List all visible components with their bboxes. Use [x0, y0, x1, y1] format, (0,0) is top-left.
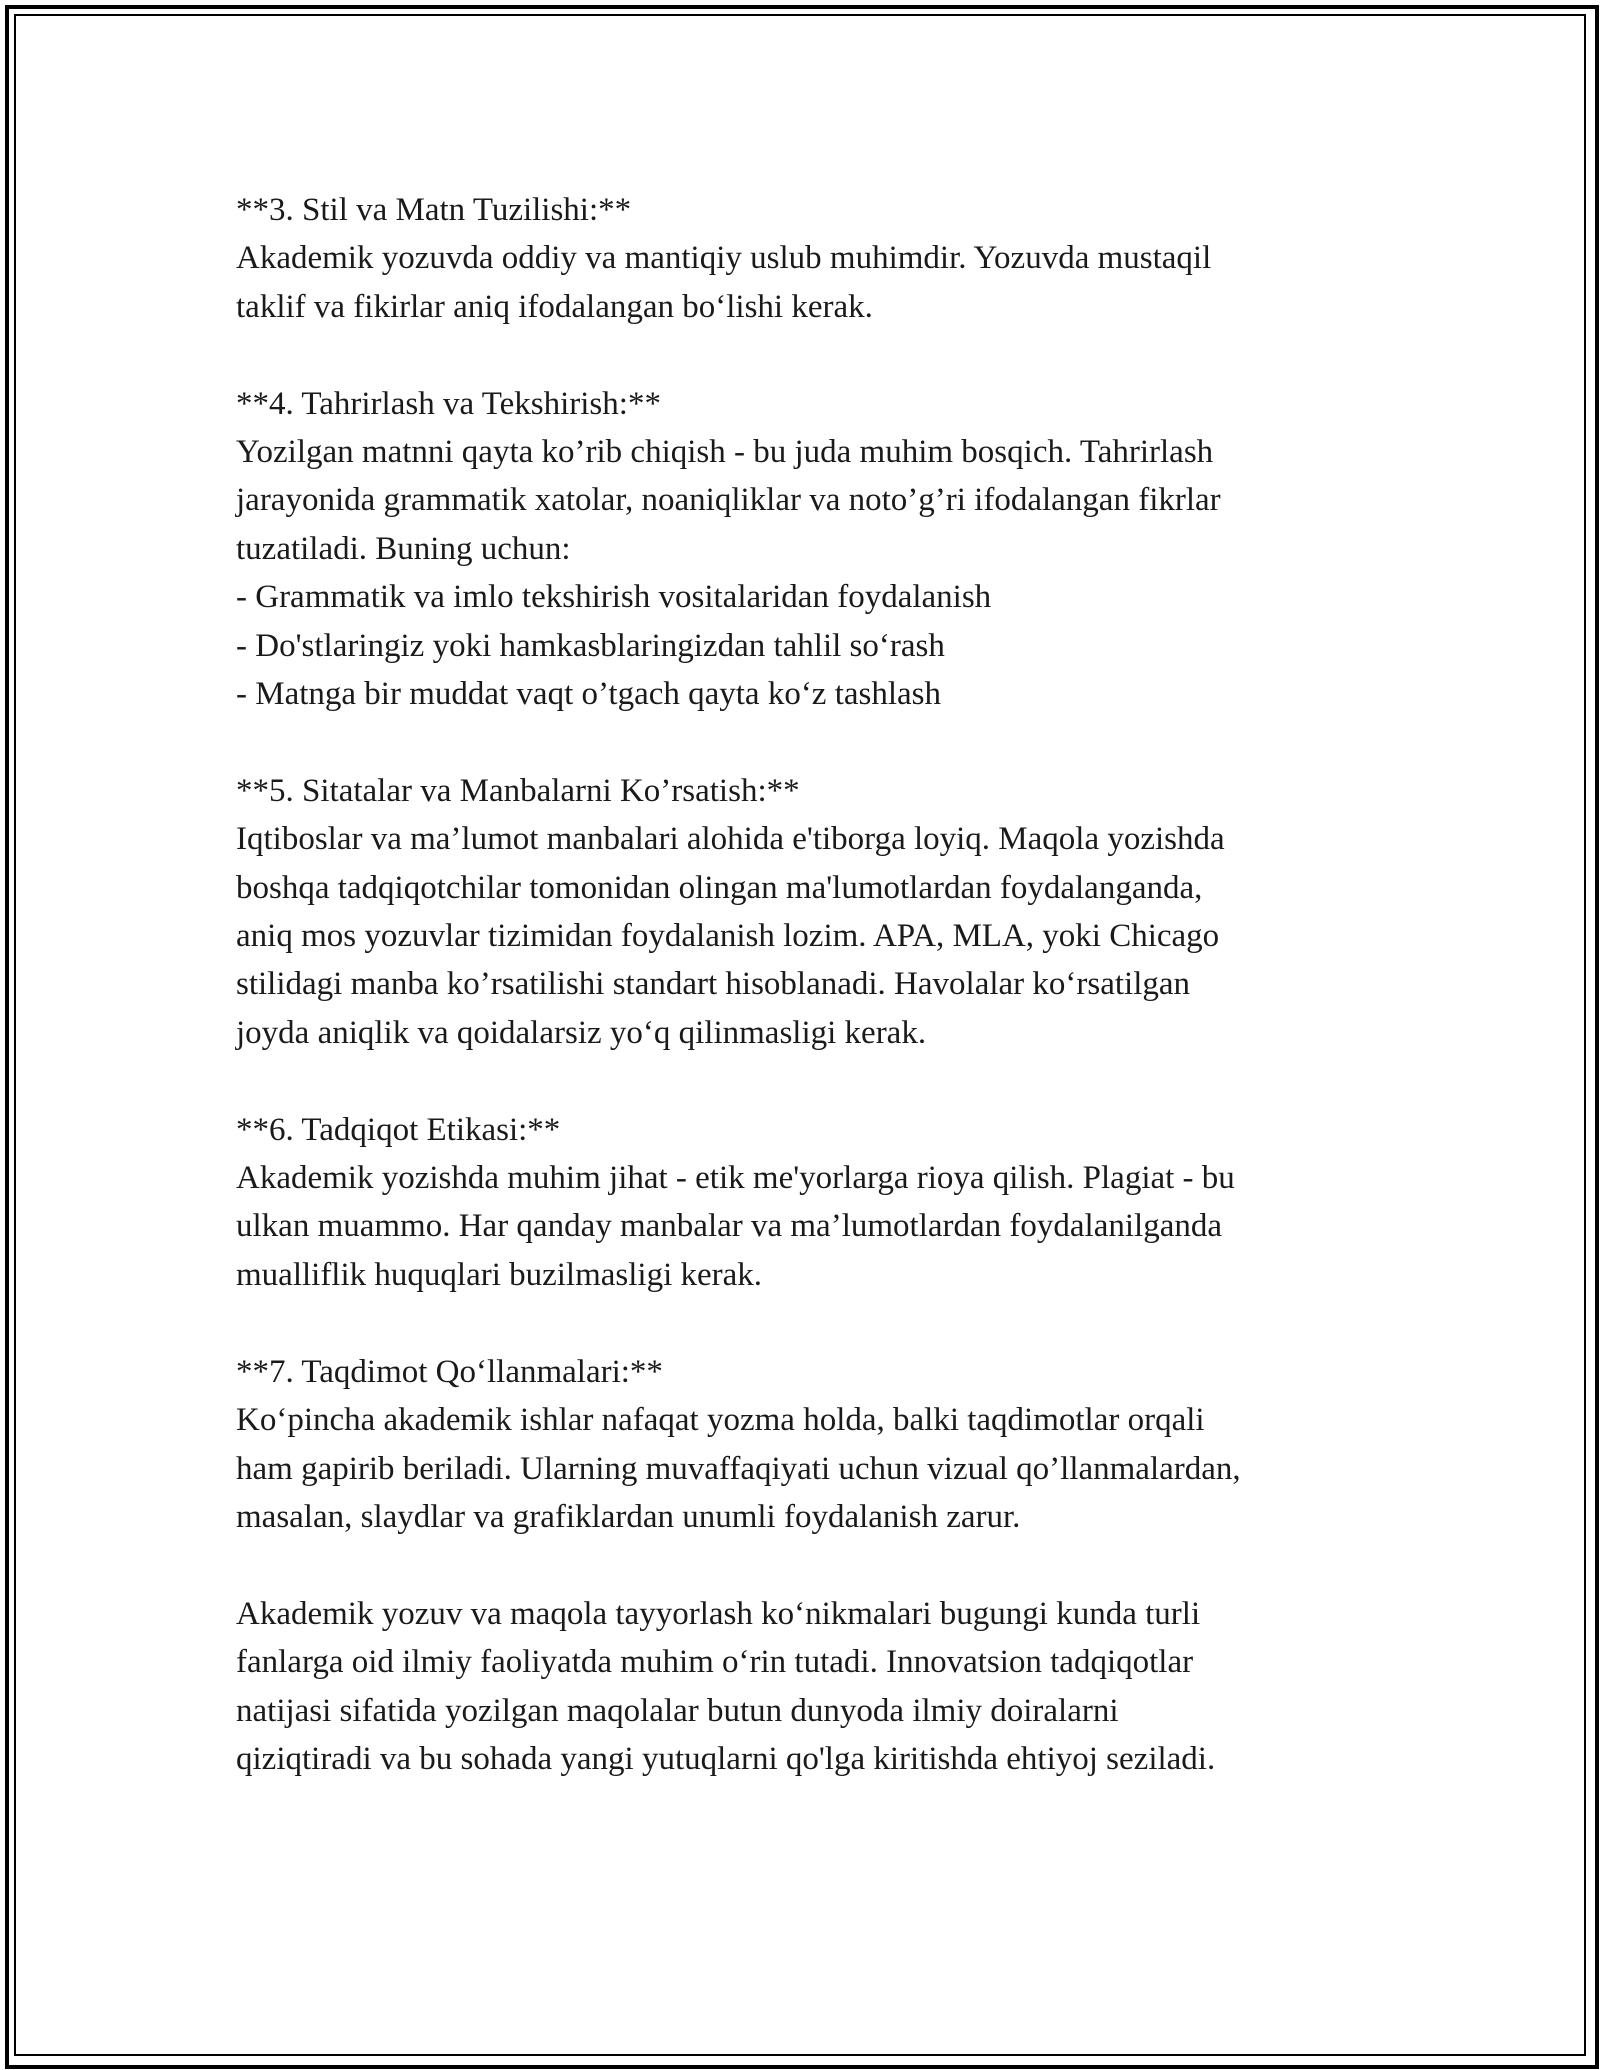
paragraph-line: aniq mos yozuvlar tizimidan foydalanish lozim. APA, MLA, yoki Chicago: [236, 918, 1220, 955]
paragraph-line: joyda aniqlik va qoidalarsiz yo‘q qilinmasligi kerak.: [236, 1014, 927, 1051]
paragraph-line: tuzatiladi. Buning uchun:: [236, 530, 571, 567]
paragraph-line: mualliflik huquqlari buzilmasligi kerak.: [236, 1256, 763, 1293]
paragraph-line: jarayonida grammatik xatolar, noaniqliklar va noto’g’ri ifodalangan fikrlar: [236, 482, 1221, 519]
paragraph-line: masalan, slaydlar va grafiklardan unumli foydalanish zarur.: [236, 1498, 1021, 1535]
section-stil: [236, 186, 1386, 331]
paragraph-line: natijasi sifatida yozilgan maqolalar butun dunyoda ilmiy doiralarni: [236, 1692, 1119, 1729]
paragraph-line: Akademik yozuv va maqola tayyorlash ko‘nikmalari bugungi kunda turli: [236, 1595, 1201, 1632]
paragraph-line: Ko‘pincha akademik ishlar nafaqat yozma holda, balki taqdimotlar orqali: [236, 1402, 1205, 1439]
section-sitatalar: [236, 767, 1386, 1057]
section-heading: **7. Taqdimot Qo‘llanmalari:**: [236, 1353, 663, 1390]
list-item: - Matnga bir muddat vaqt o’tgach qayta ko‘z tashlash: [236, 676, 942, 713]
paragraph-line: Yozilgan matnni qayta ko’rib chiqish - bu juda muhim bosqich. Tahrirlash: [236, 434, 1214, 471]
paragraph-line: taklif va fikirlar aniq ifodalangan bo‘lishi kerak.: [236, 288, 873, 325]
section-heading: **5. Sitatalar va Manbalarni Ko’rsatish:**: [236, 772, 800, 809]
section-taqdimot: [236, 1348, 1386, 1542]
paragraph-line: stilidagi manba ko’rsatilishi standart hisoblanadi. Havolalar ko‘rsatilgan: [236, 966, 1191, 1003]
paragraph-line: Akademik yozuvda oddiy va mantiqiy uslub muhimdir. Yozuvda mustaqil: [236, 240, 1212, 277]
section-heading: **3. Stil va Matn Tuzilishi:**: [236, 192, 632, 228]
paragraph-line: qiziqtiradi va bu sohada yangi yutuqlarni qo'lga kiritishda ehtiyoj seziladi.: [236, 1740, 1216, 1777]
list-item: - Do'stlaringiz yoki hamkasblaringizdan tahlil so‘rash: [236, 627, 945, 664]
paragraph-line: ham gapirib beriladi. Ularning muvaffaqiyati uchun vizual qo’llanmalardan,: [236, 1450, 1241, 1487]
paragraph-line: boshqa tadqiqotchilar tomonidan olingan ma'lumotlardan foydalanganda,: [236, 869, 1203, 906]
paragraph-line: ulkan muammo. Har qanday manbalar va ma’lumotlardan foydalanilganda: [236, 1208, 1222, 1245]
document-body: [236, 186, 1386, 1832]
paragraph-line: Iqtiboslar va ma’lumot manbalari alohida e'tiborga loyiq. Maqola yozishda: [236, 821, 1225, 858]
paragraph-line: fanlarga oid ilmiy faoliyatda muhim o‘rin tutadi. Innovatsion tadqiqotlar: [236, 1644, 1194, 1681]
conclusion-paragraph: [236, 1590, 1386, 1784]
paragraph-line: Akademik yozishda muhim jihat - etik me'yorlarga rioya qilish. Plagiat - bu: [236, 1160, 1235, 1197]
section-heading: **4. Tahrirlash va Tekshirish:**: [236, 385, 661, 422]
list-item: - Grammatik va imlo tekshirish vositalaridan foydalanish: [236, 579, 992, 616]
section-tahrirlash: [236, 380, 1386, 719]
section-heading: **6. Tadqiqot Etikasi:**: [236, 1111, 561, 1148]
section-etika: [236, 1106, 1386, 1300]
